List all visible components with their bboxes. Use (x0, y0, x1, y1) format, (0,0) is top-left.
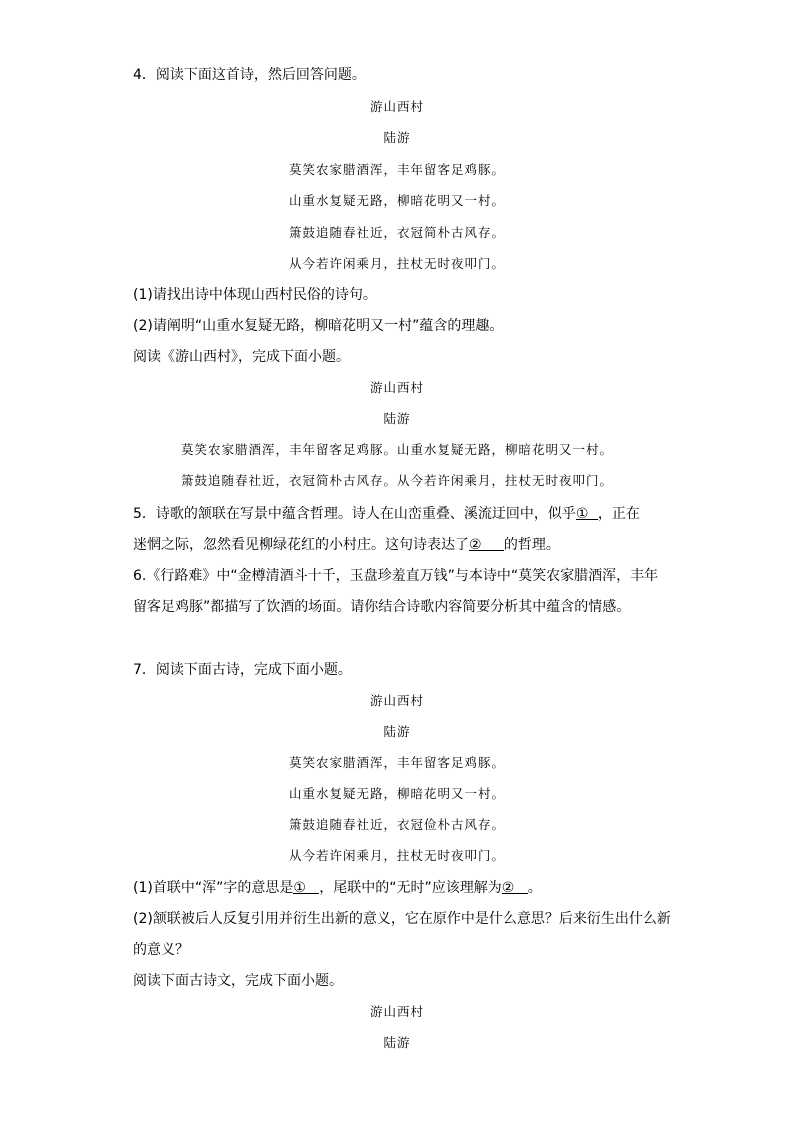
q7-poem-title: 游山西村 (369, 693, 424, 708)
q4-subquestion-2: (2)请阐明“山重水复疑无路，柳暗花明又一村”蕴含的理趣。 (133, 318, 504, 334)
q7-intro: 7．阅读下面古诗，完成下面小题。 (133, 662, 352, 678)
q7-text: 。 (527, 880, 542, 896)
read2-poem-line: 莫笑农家腊酒浑，丰年留客足鸡豚。山重水复疑无路，柳暗花明又一村。 (180, 442, 613, 457)
read4-intro: 阅读下面古诗文，完成下面小题。 (133, 973, 343, 989)
q4-poem-title: 游山西村 (369, 99, 424, 114)
q7-blank-2[interactable] (502, 879, 528, 894)
q7-subquestion-1 (133, 879, 542, 897)
read4-poem-author: 陆游 (383, 1035, 411, 1050)
q5-blank-1[interactable] (576, 505, 598, 520)
q7-poem-line: 山重水复疑无路，柳暗花明又一村。 (288, 786, 505, 801)
q6-line-1: 6.《行路难》中“金樽清酒斗十千，玉盘珍羞直万钱”与本诗中“莫笑农家腊酒浑，丰年 (133, 568, 659, 584)
q4-poem-line: 从今若许闲乘月，拄杖无时夜叩门。 (288, 256, 505, 271)
q4-poem-author: 陆游 (383, 130, 411, 145)
q5-line-1 (133, 505, 640, 523)
q7-blank-2-label: ② (501, 880, 515, 896)
q5-line-2 (133, 536, 560, 554)
q5-text: ，正在 (597, 506, 640, 522)
q7-poem-line: 莫笑农家腊酒浑，丰年留客足鸡豚。 (288, 755, 505, 770)
q5-blank-2[interactable] (469, 536, 504, 551)
q5-text: 的哲理。 (503, 537, 560, 553)
q6-line-2: 留客足鸡豚”都描写了饮酒的场面。请你结合诗歌内容简要分析其中蕴含的情感。 (133, 599, 631, 615)
q7-text: (1)首联中“浑”字的意思是 (133, 880, 294, 896)
q4-poem-line: 山重水复疑无路，柳暗花明又一村。 (288, 193, 505, 208)
q7-blank-1[interactable] (293, 879, 319, 894)
q5-text: 迷惘之际，忽然看见柳绿花红的小村庄。这句诗表达了 (133, 537, 469, 553)
read2-intro: 阅读《游山西村》，完成下面小题。 (133, 349, 350, 365)
read2-poem-line: 箫鼓追随春社近，衣冠简朴古风存。从今若许闲乘月，拄杖无时夜叩门。 (180, 473, 613, 488)
q7-poem-line: 从今若许闲乘月，拄杖无时夜叩门。 (288, 848, 505, 863)
q7-poem-author: 陆游 (383, 724, 411, 739)
read4-poem-title: 游山西村 (369, 1004, 424, 1019)
q7-blank-1-label: ① (293, 880, 306, 896)
q7-poem-line: 箫鼓追随春社近，衣冠俭朴古风存。 (288, 817, 505, 832)
q5-blank-2-label: ② (469, 537, 482, 553)
q4-subquestion-1: (1)请找出诗中体现山西村民俗的诗句。 (133, 287, 377, 303)
read2-poem-title: 游山西村 (369, 380, 424, 395)
q5-blank-1-label: ① (575, 506, 589, 522)
q7-subquestion-2-line-2: 的意义？ (133, 942, 189, 958)
q7-subquestion-2-line-1: (2)颔联被后人反复引用并衍生出新的意义，它在原作中是什么意思？后来衍生出什么新 (133, 911, 671, 927)
q7-text: ，尾联中的“无时”应该理解为 (319, 880, 502, 896)
q4-poem-line: 箫鼓追随春社近，衣冠简朴古风存。 (288, 225, 505, 240)
read2-poem-author: 陆游 (383, 411, 411, 426)
q4-intro: 4．阅读下面这首诗，然后回答问题。 (133, 67, 366, 83)
q5-text: 5．诗歌的颔联在写景中蕴含哲理。诗人在山峦重叠、溪流迂回中，似乎 (133, 506, 576, 522)
q4-poem-line: 莫笑农家腊酒浑，丰年留客足鸡豚。 (288, 162, 505, 177)
